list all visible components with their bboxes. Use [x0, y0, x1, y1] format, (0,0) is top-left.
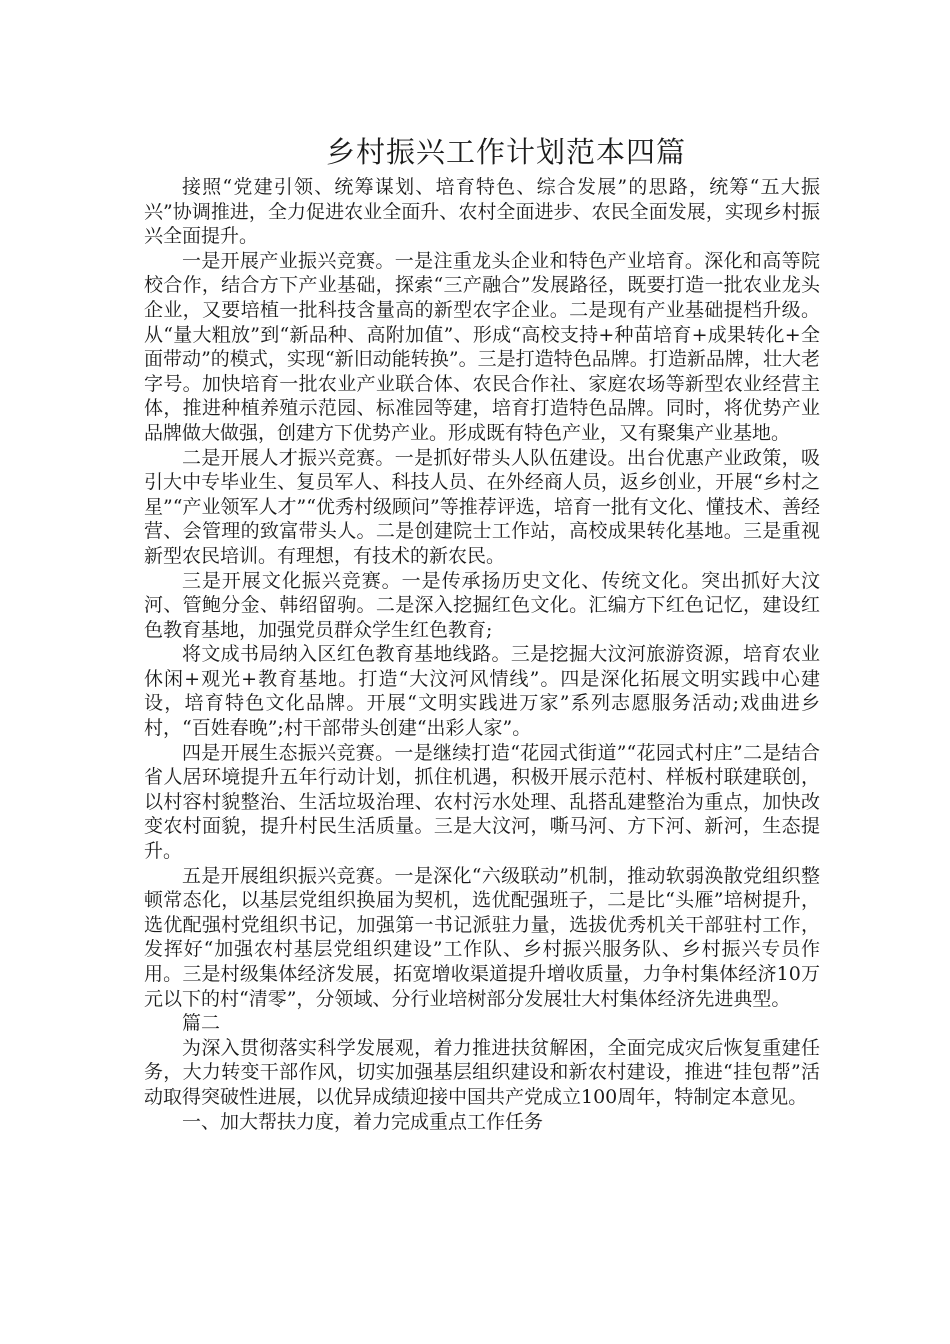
paragraph-ecology-revitalization: 四是开展生态振兴竞赛。一是继续打造“花园式街道”“花园式村庄”二是结合省人居环境提升五年行动计划，抓住机遇，积极开展示范村、样板村联建联创，以村容村貌整治、生活垃圾治理、农村污水处理、乱搭乱建整治为重点，加快改变农村面貌，提升村民生活质量。三是大汶河，嘶马河、方下河、新河，生态提升。 — [144, 741, 820, 863]
paragraph-part-two-intro: 为深入贯彻落实科学发展观，着力推进扶贫解困，全面完成灾后恢复重建任务，大力转变干部作风，切实加强基层组织建设和新农村建设，推进“挂包帮”活动取得突破性进展，以优异成绩迎接中国共产党成立100周年，特制定本意见。 — [144, 1036, 820, 1108]
paragraph-intro: 接照“党建引领、统筹谋划、培育特色、综合发展”的思路，统筹“五大振兴”协调推进，全力促进农业全面升、农村全面进步、农民全面发展，实现乡村振兴全面提升。 — [144, 176, 820, 248]
section-heading-part-two: 篇二 — [182, 1012, 221, 1035]
paragraph-culture-continued: 将文成书局纳入区红色教育基地线路。三是挖掘大汶河旅游资源，培育农业休闲+观光+教育基地。打造“大汶河风情线”。四是深化拓展文明实践中心建设，培育特色文化品牌。开展“文明实践进万家”系列志愿服务活动;戏曲进乡村，“百姓春晚”;村干部带头创建“出彩人家”。 — [144, 643, 820, 740]
document-title: 乡村振兴工作计划范本四篇 — [325, 135, 686, 169]
paragraph-organization-revitalization: 五是开展组织振兴竞赛。一是深化“六级联动”机制，推动软弱涣散党组织整顿常态化，以基层党组织换届为契机，选优配强班子，二是比“头雁”培树提升，选优配强村党组织书记，加强第一书记派驻力量，选拔优秀机关干部驻村工作，发挥好“加强农村基层党组织建设”工作队、乡村振兴服务队、乡村振兴专员作用。三是村级集体经济发展，拓宽增收渠道提升增收质量，力争村集体经济10万元以下的村“清零”，分领域、分行业培树部分发展壮大村集体经济先进典型。 — [144, 864, 820, 1010]
document-body — [144, 175, 820, 1134]
paragraph-culture-revitalization: 三是开展文化振兴竞赛。一是传承扬历史文化、传统文化。突出抓好大汶河、管鲍分金、韩绍留驹。二是深入挖掘红色文化。汇编方下红色记忆，建设红色教育基地，加强党员群众学生红色教育; — [144, 569, 820, 641]
paragraph-talent-revitalization: 二是开展人才振兴竞赛。一是抓好带头人队伍建设。出台优惠产业政策，吸引大中专毕业生、复员军人、科技人员、在外经商人员，返乡创业，开展“乡村之星”“产业领军人才”“优秀村级顾问”等推荐评选，培育一批有文化、懂技术、善经营、会管理的致富带头人。二是创建院士工作站，高校成果转化基地。三是重视新型农民培训。有理想，有技术的新农民。 — [144, 446, 820, 567]
paragraph-industry-revitalization: 一是开展产业振兴竞赛。一是注重龙头企业和特色产业培育。深化和高等院校合作，结合方下产业基础，探索“三产融合”发展路径，既要打造一批农业龙头企业，又要培植一批科技含量高的新型农字企业。二是现有产业基础提档升级。从“量大粗放”到“新品种、高附加值”、形成“高校支持+种苗培育+成果转化+全面带动”的模式，实现“新旧动能转换”。三是打造特色品牌。打造新品牌，壮大老字号。加快培育一批农业产业联合体、农民合作社、家庭农场等新型农业经营主体，推进种植养殖示范园、标准园等建，培育打造特色品牌。同时，将优势产业品牌做大做强，创建方下优势产业。形成既有特色产业，又有聚集产业基地。 — [144, 249, 820, 444]
paragraph-part-two-section-one: 一、加大帮扶力度，着力完成重点工作任务 — [182, 1110, 544, 1133]
